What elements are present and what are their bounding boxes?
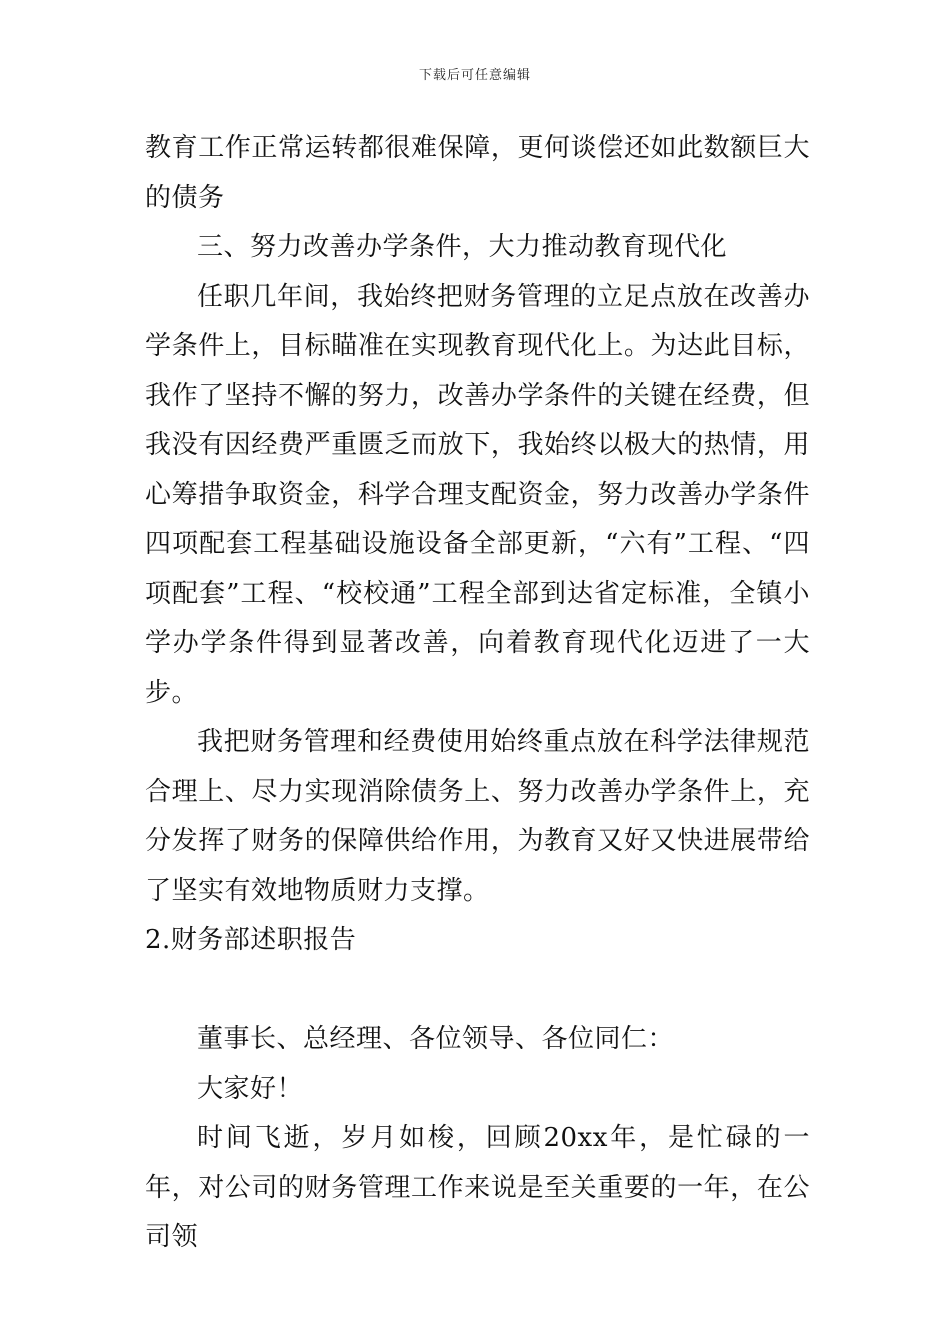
section-title-report-2: 2.财务部述职报告 [145, 925, 357, 955]
paragraph-finance-summary: 我把财务管理和经费使用始终重点放在科学法律规范合理上、尽力实现消除债务上、努力改善办学条件上，充分发挥了财务的保障供给作用，为教育又好又快进展带给了坚实有效地物质财力支撑。 [145, 727, 810, 906]
salutation: 董事长、总经理、各位领导、各位同仁： [197, 1024, 675, 1054]
paragraph-improve-conditions: 任职几年间，我始终把财务管理的立足点放在改善办学条件上，目标瞄准在实现教育现代化上。为达此目标，我作了坚持不懈的努力，改善办学条件的关键在经费，但我没有因经费严重匮乏而放下，我始终以极大的热情，用心筹措争取资金，科学合理支配资金，努力改善办学条件四项配套工程基础设施设备全部更新，“六有”工程、“四项配套”工程、“校校通”工程全部到达省定标准，全镇小学办学条件得到显著改善，向着教育现代化迈进了一大步。 [145, 281, 810, 708]
section-heading-three: 三、努力改善办学条件，大力推动教育现代化 [197, 232, 728, 262]
paragraph-year-review: 时间飞逝，岁月如梭，回顾20xx年，是忙碌的一年，对公司的财务管理工作来说是至关重要的一年，在公司领 [145, 1123, 810, 1252]
paragraph-debt-continuation: 教育工作正常运转都很难保障，更何谈偿还如此数额巨大的债务 [145, 133, 810, 213]
document-body [145, 124, 810, 1263]
blank-line [145, 966, 810, 1016]
page-header: 下载后可任意编辑 [418, 68, 531, 83]
greeting: 大家好！ [197, 1073, 304, 1104]
